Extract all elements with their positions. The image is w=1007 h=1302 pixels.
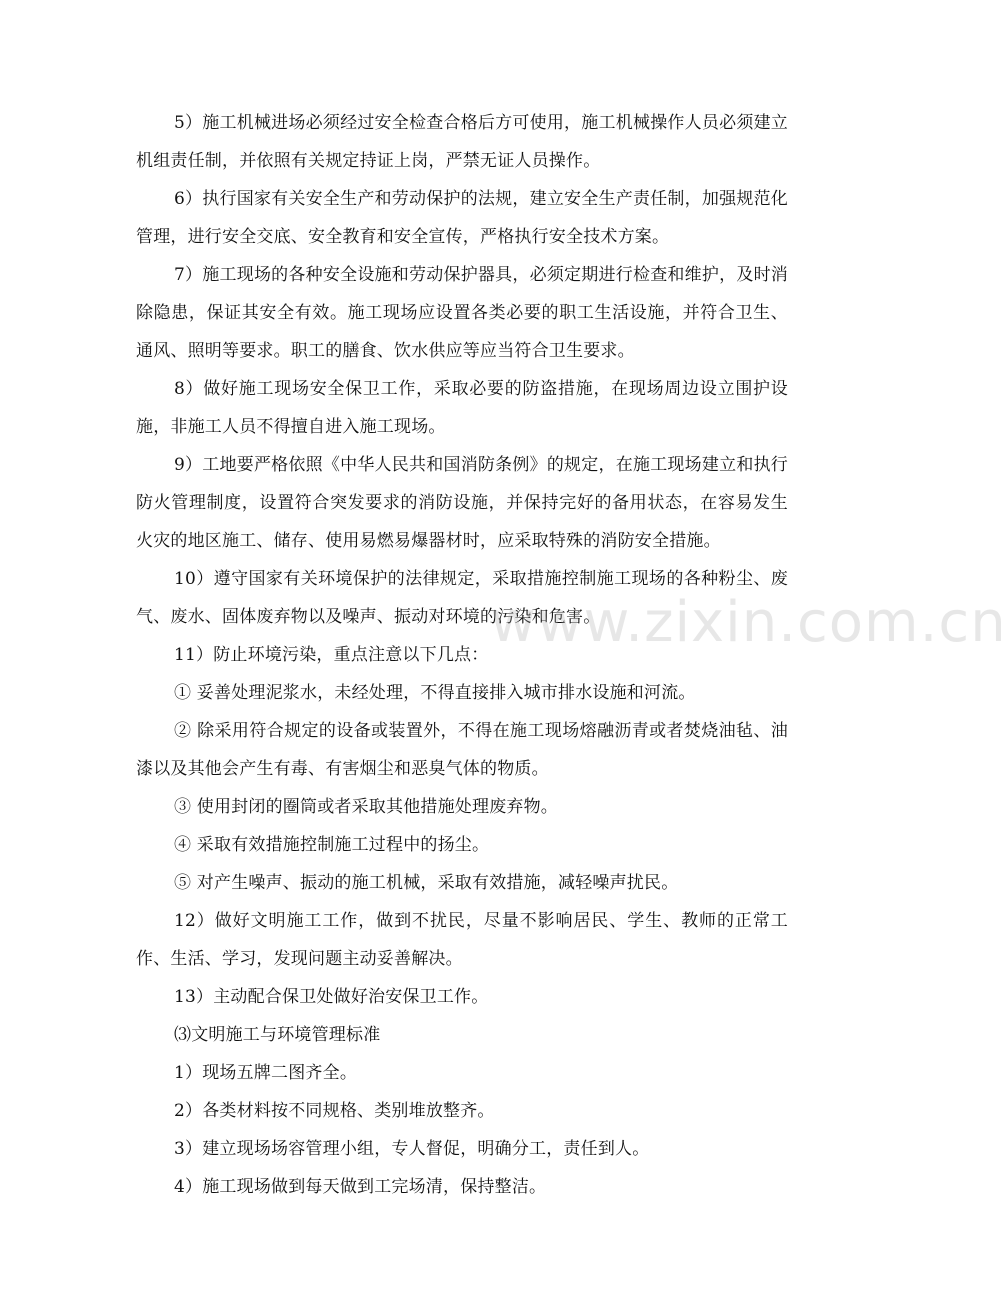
paragraph-5: 5）施工机械进场必须经过安全检查合格后方可使用，施工机械操作人员必须建立机组责任制，并依照有关规定持证上岗，严禁无证人员操作。 — [136, 113, 788, 171]
list-item-3: ③ 使用封闭的圈筒或者采取其他措施处理废弃物。 — [174, 797, 559, 817]
watermark: www.zixin.com.cn — [490, 590, 1007, 655]
paragraph-13: 13）主动配合保卫处做好治安保卫工作。 — [174, 987, 489, 1007]
paragraph-6: 6）执行国家有关安全生产和劳动保护的法规，建立安全生产责任制，加强规范化管理，进行安全交底、安全教育和安全宣传，严格执行安全技术方案。 — [136, 189, 788, 247]
list-item-5: ⑤ 对产生噪声、振动的施工机械，采取有效措施，减轻噪声扰民。 — [174, 873, 679, 893]
list-item-4: ④ 采取有效措施控制施工过程中的扬尘。 — [174, 835, 490, 855]
paragraph-10: 10）遵守国家有关环境保护的法律规定，采取措施控制施工现场的各种粉尘、废气、废水、固体废弃物以及噪声、振动对环境的污染和危害。 — [136, 569, 788, 627]
standard-item-1: 1）现场五牌二图齐全。 — [174, 1063, 358, 1083]
standard-item-2: 2）各类材料按不同规格、类别堆放整齐。 — [174, 1101, 495, 1121]
paragraph-11: 11）防止环境污染，重点注意以下几点： — [174, 645, 489, 665]
list-item-1: ① 妥善处理泥浆水，未经处理，不得直接排入城市排水设施和河流。 — [174, 683, 696, 703]
paragraph-7: 7）施工现场的各种安全设施和劳动保护器具，必须定期进行检查和维护，及时消除隐患，保证其安全有效。施工现场应设置各类必要的职工生活设施，并符合卫生、通风、照明等要求。职工的膳食、饮水供应等应当符合卫生要求。 — [136, 265, 788, 361]
section-heading: ⑶文明施工与环境管理标准 — [174, 1025, 381, 1045]
document-body — [136, 104, 788, 1206]
list-item-2: ② 除采用符合规定的设备或装置外，不得在施工现场熔融沥青或者焚烧油毡、油漆以及其他会产生有毒、有害烟尘和恶臭气体的物质。 — [136, 721, 788, 779]
paragraph-9: 9）工地要严格依照《中华人民共和国消防条例》的规定，在施工现场建立和执行防火管理制度，设置符合突发要求的消防设施，并保持完好的备用状态，在容易发生火灾的地区施工、储存、使用易燃易爆器材时，应采取特殊的消防安全措施。 — [136, 455, 788, 551]
standard-item-4: 4）施工现场做到每天做到工完场清，保持整洁。 — [174, 1177, 547, 1197]
standard-item-3: 3）建立现场场容管理小组，专人督促，明确分工，责任到人。 — [174, 1139, 650, 1159]
paragraph-12: 12）做好文明施工工作，做到不扰民，尽量不影响居民、学生、教师的正常工作、生活、学习，发现问题主动妥善解决。 — [136, 911, 788, 969]
paragraph-8: 8）做好施工现场安全保卫工作，采取必要的防盗措施，在现场周边设立围护设施，非施工人员不得擅自进入施工现场。 — [136, 379, 788, 437]
